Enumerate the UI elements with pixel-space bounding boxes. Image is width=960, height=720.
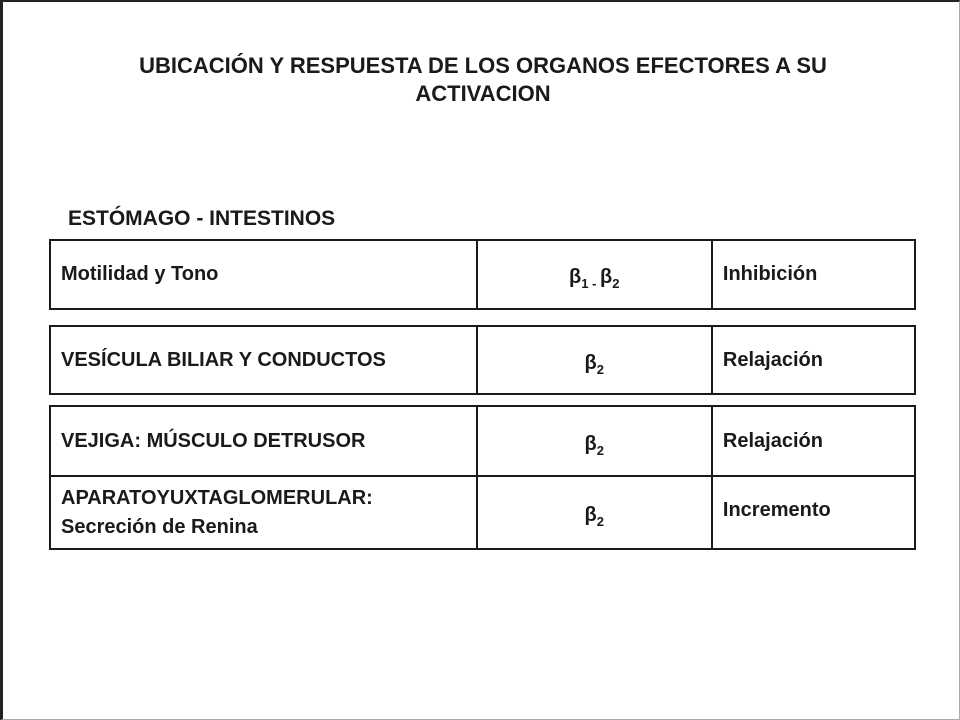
effector-line1: APARATOYUXTAGLOMERULAR: <box>61 486 373 509</box>
receptor-symbol: β <box>569 266 582 288</box>
receptor-label <box>585 504 604 529</box>
receptor-cell <box>477 240 712 309</box>
response-cell: Relajación <box>712 406 915 476</box>
receptor-subscript: 2 <box>612 276 620 291</box>
receptor-subscript: 2 <box>596 442 604 458</box>
effector-line2: Secreción de Renina <box>61 515 258 538</box>
table-bladder-kidney <box>49 405 916 550</box>
slide-title-line1: UBICACIÓN Y RESPUESTA DE LOS ORGANOS EFECTORES A SU <box>139 53 827 78</box>
slide-title <box>83 52 883 108</box>
table-row <box>50 406 915 476</box>
receptor-label <box>569 266 619 291</box>
receptor-cell <box>477 326 712 394</box>
receptor-symbol: β <box>584 351 597 374</box>
receptor-symbol: β <box>584 504 597 526</box>
effector-cell: Motilidad y Tono <box>50 240 477 309</box>
table-gallbladder <box>49 325 916 395</box>
table-stomach-intestines <box>49 239 916 310</box>
response-cell: Relajación <box>712 326 915 394</box>
receptor-cell <box>477 476 712 549</box>
table-row <box>50 326 915 394</box>
response-cell: Inhibición <box>712 240 915 309</box>
receptor-subscript: 2 <box>596 514 604 529</box>
table-row <box>50 476 915 549</box>
receptor-symbol: β <box>584 432 597 455</box>
effector-cell: VEJIGA: MÚSCULO DETRUSOR <box>50 406 477 476</box>
slide-title-line2: ACTIVACION <box>415 81 551 106</box>
receptor-cell <box>477 406 712 476</box>
receptor-symbol: β <box>600 266 613 288</box>
receptor-label <box>585 352 604 377</box>
effector-cell <box>50 476 477 549</box>
receptor-subscript: 2 <box>596 361 604 377</box>
effector-cell: VESÍCULA BILIAR Y CONDUCTOS <box>50 326 477 394</box>
section-heading: ESTÓMAGO - INTESTINOS <box>68 207 336 230</box>
table-row <box>50 240 915 309</box>
receptor-separator: - <box>588 276 601 291</box>
receptor-label <box>585 433 604 458</box>
response-cell: Incremento <box>712 476 915 549</box>
receptor-subscript: 1 <box>581 276 589 291</box>
